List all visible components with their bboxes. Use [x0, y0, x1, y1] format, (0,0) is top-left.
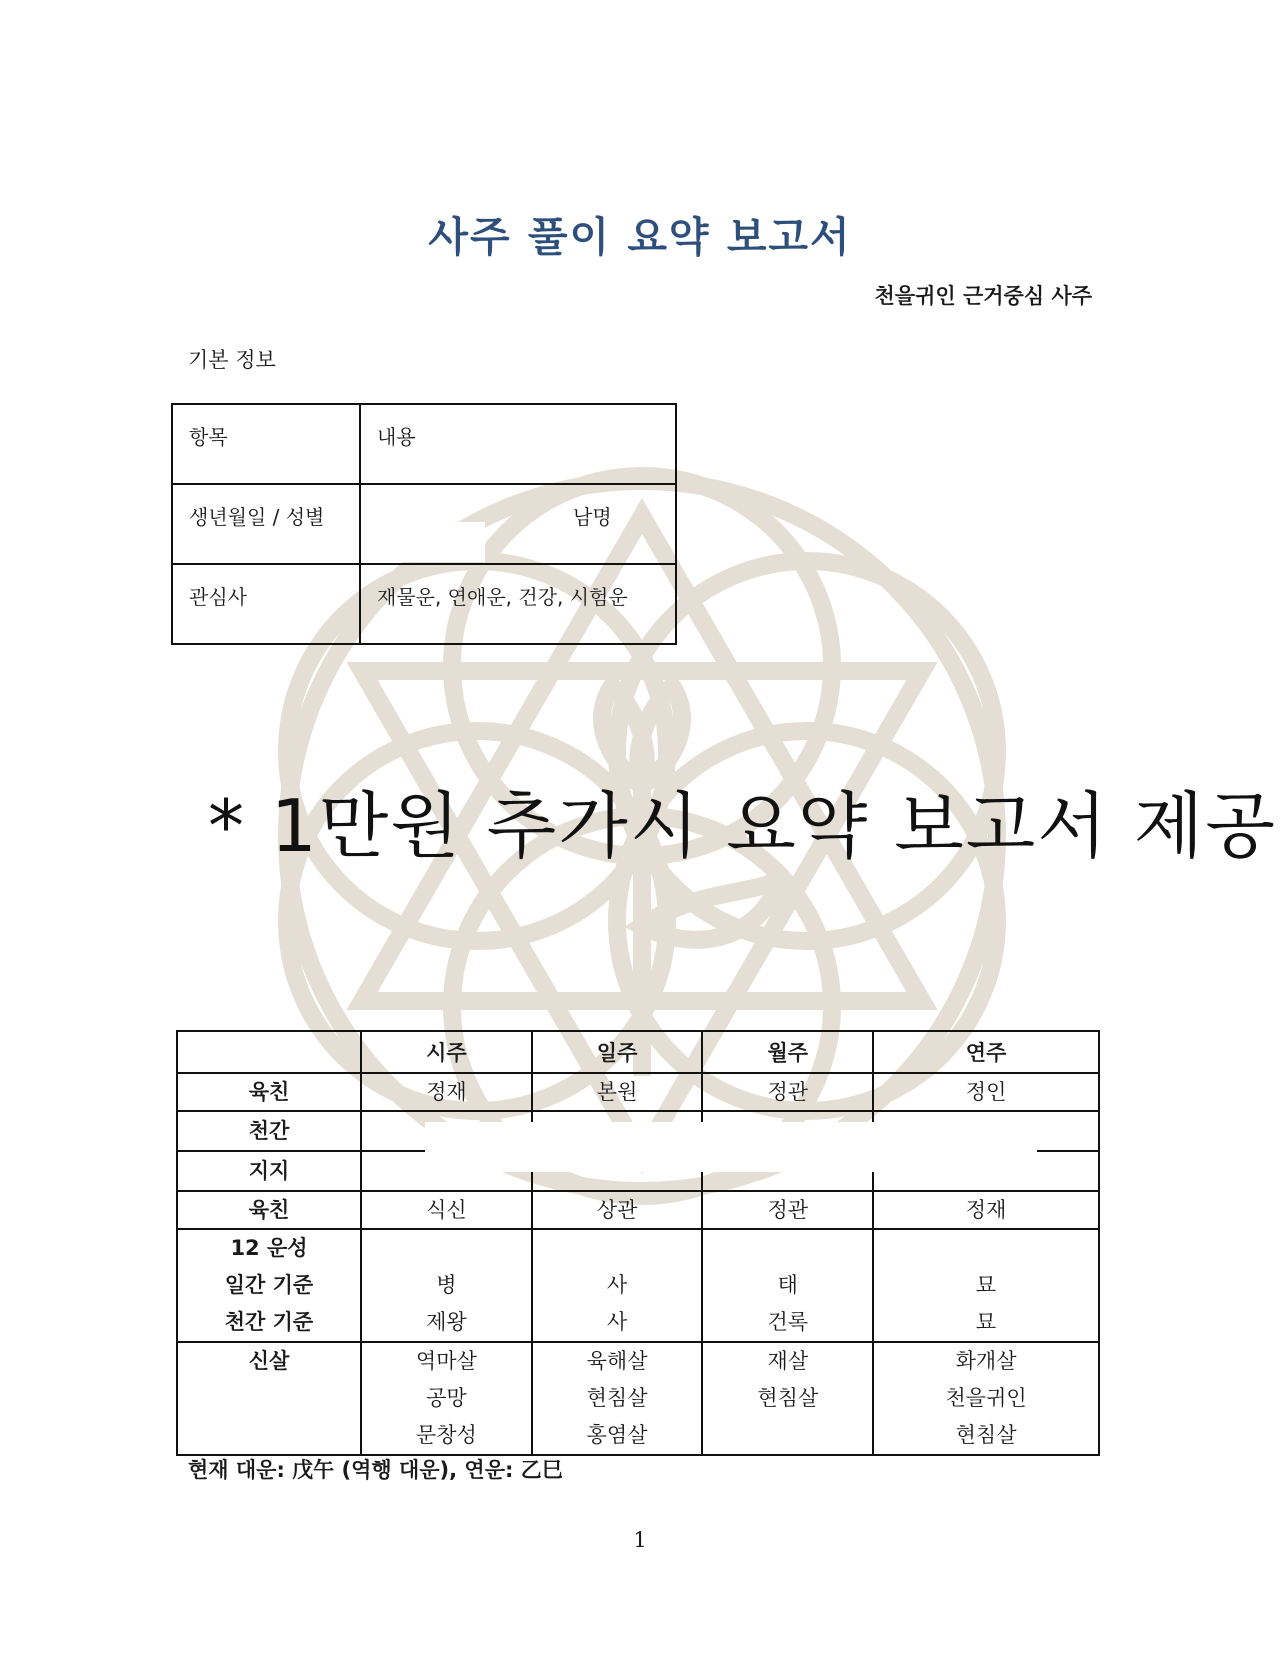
table-row — [177, 1191, 1099, 1229]
table-header-row — [172, 404, 676, 484]
table-cell: 정재 — [873, 1191, 1099, 1229]
column-header-item: 항목 — [172, 404, 360, 484]
page-title: 사주 풀이 요약 보고서 — [428, 213, 852, 261]
cell-line: 육해살 — [586, 1349, 648, 1373]
row-label-interests: 관심사 — [172, 564, 360, 644]
cell-line: 홍염살 — [586, 1423, 648, 1447]
table-cell — [532, 1229, 703, 1342]
redaction-box — [365, 522, 485, 562]
table-cell: 상관 — [532, 1191, 703, 1229]
row-label-yukchin: 육친 — [177, 1191, 361, 1229]
row-label-12-unseong — [177, 1229, 361, 1342]
cell-line: 역마살 — [415, 1349, 477, 1373]
table-row — [177, 1073, 1099, 1111]
column-header-content: 내용 — [360, 404, 676, 484]
gender-value: 남명 — [573, 505, 612, 529]
column-header-year: 연주 — [873, 1031, 1099, 1073]
table-cell — [361, 1229, 532, 1342]
cell-line: 사 — [606, 1310, 628, 1334]
cell-line: 묘 — [975, 1273, 997, 1297]
corner-cell — [177, 1031, 361, 1073]
cell-line: 현침살 — [757, 1386, 819, 1410]
row-label-line: 일간 기준 — [224, 1273, 314, 1297]
footer-note: 현재 대운: 戊午 (역행 대운), 연운: 乙巳 — [188, 1458, 563, 1482]
row-label-birth-gender: 생년월일 / 성별 — [172, 484, 360, 564]
cell-line: 태 — [777, 1273, 798, 1297]
row-label-jiji: 지지 — [177, 1151, 361, 1191]
cell-line: 사 — [606, 1273, 628, 1297]
table-cell: 정관 — [702, 1191, 873, 1229]
cell-line — [703, 1417, 872, 1454]
page-number: 1 — [633, 1528, 647, 1552]
row-label-cheongan: 천간 — [177, 1111, 361, 1151]
cell-line: 현침살 — [955, 1423, 1017, 1447]
cell-line: 문창성 — [415, 1423, 477, 1447]
cell-line: 천을귀인 — [945, 1386, 1027, 1410]
cell-line: 재살 — [767, 1349, 809, 1373]
cell-line — [874, 1230, 1098, 1267]
table-cell: 정재 — [361, 1073, 532, 1111]
column-header-day: 일주 — [532, 1031, 703, 1073]
cell-line — [533, 1230, 702, 1267]
cell-line: 화개살 — [955, 1349, 1017, 1373]
table-cell: 정인 — [873, 1073, 1099, 1111]
cell-line — [178, 1417, 360, 1454]
table-cell — [702, 1229, 873, 1342]
row-value-interests: 재물운, 연애운, 건강, 시험운 — [360, 564, 676, 644]
cell-line — [178, 1380, 360, 1417]
table-header-row — [177, 1031, 1099, 1073]
table-row — [172, 564, 676, 644]
table-row — [177, 1229, 1099, 1342]
row-label-line: 신살 — [248, 1349, 290, 1373]
row-label-yukchin: 육친 — [177, 1073, 361, 1111]
cell-line — [362, 1230, 531, 1267]
table-cell: 정관 — [702, 1073, 873, 1111]
column-header-hour: 시주 — [361, 1031, 532, 1073]
cell-line: 건록 — [767, 1310, 809, 1334]
table-cell — [873, 1229, 1099, 1342]
saju-pillars-table — [176, 1030, 1100, 1456]
table-cell — [532, 1342, 703, 1455]
row-label-line: 12 운성 — [230, 1236, 308, 1260]
table-cell — [873, 1342, 1099, 1455]
table-row — [177, 1342, 1099, 1455]
table-cell: 식신 — [361, 1191, 532, 1229]
row-label-sinsal — [177, 1342, 361, 1455]
section-label-basic-info: 기본 정보 — [188, 348, 276, 372]
table-cell — [702, 1342, 873, 1455]
cell-line: 병 — [436, 1273, 457, 1297]
row-label-line: 천간 기준 — [224, 1310, 314, 1334]
column-header-month: 월주 — [702, 1031, 873, 1073]
cell-line: 묘 — [975, 1310, 997, 1334]
cell-line: 공망 — [426, 1386, 467, 1410]
cell-line: 현침살 — [586, 1386, 648, 1410]
cell-line: 제왕 — [426, 1310, 467, 1334]
promo-overlay-text: * 1만원 추가시 요약 보고서 제공 — [208, 784, 1277, 868]
table-cell: 본원 — [532, 1073, 703, 1111]
page-subtitle: 천을귀인 근거중심 사주 — [874, 284, 1092, 308]
table-cell — [361, 1342, 532, 1455]
redaction-box — [425, 1122, 1037, 1172]
cell-line — [703, 1230, 872, 1267]
